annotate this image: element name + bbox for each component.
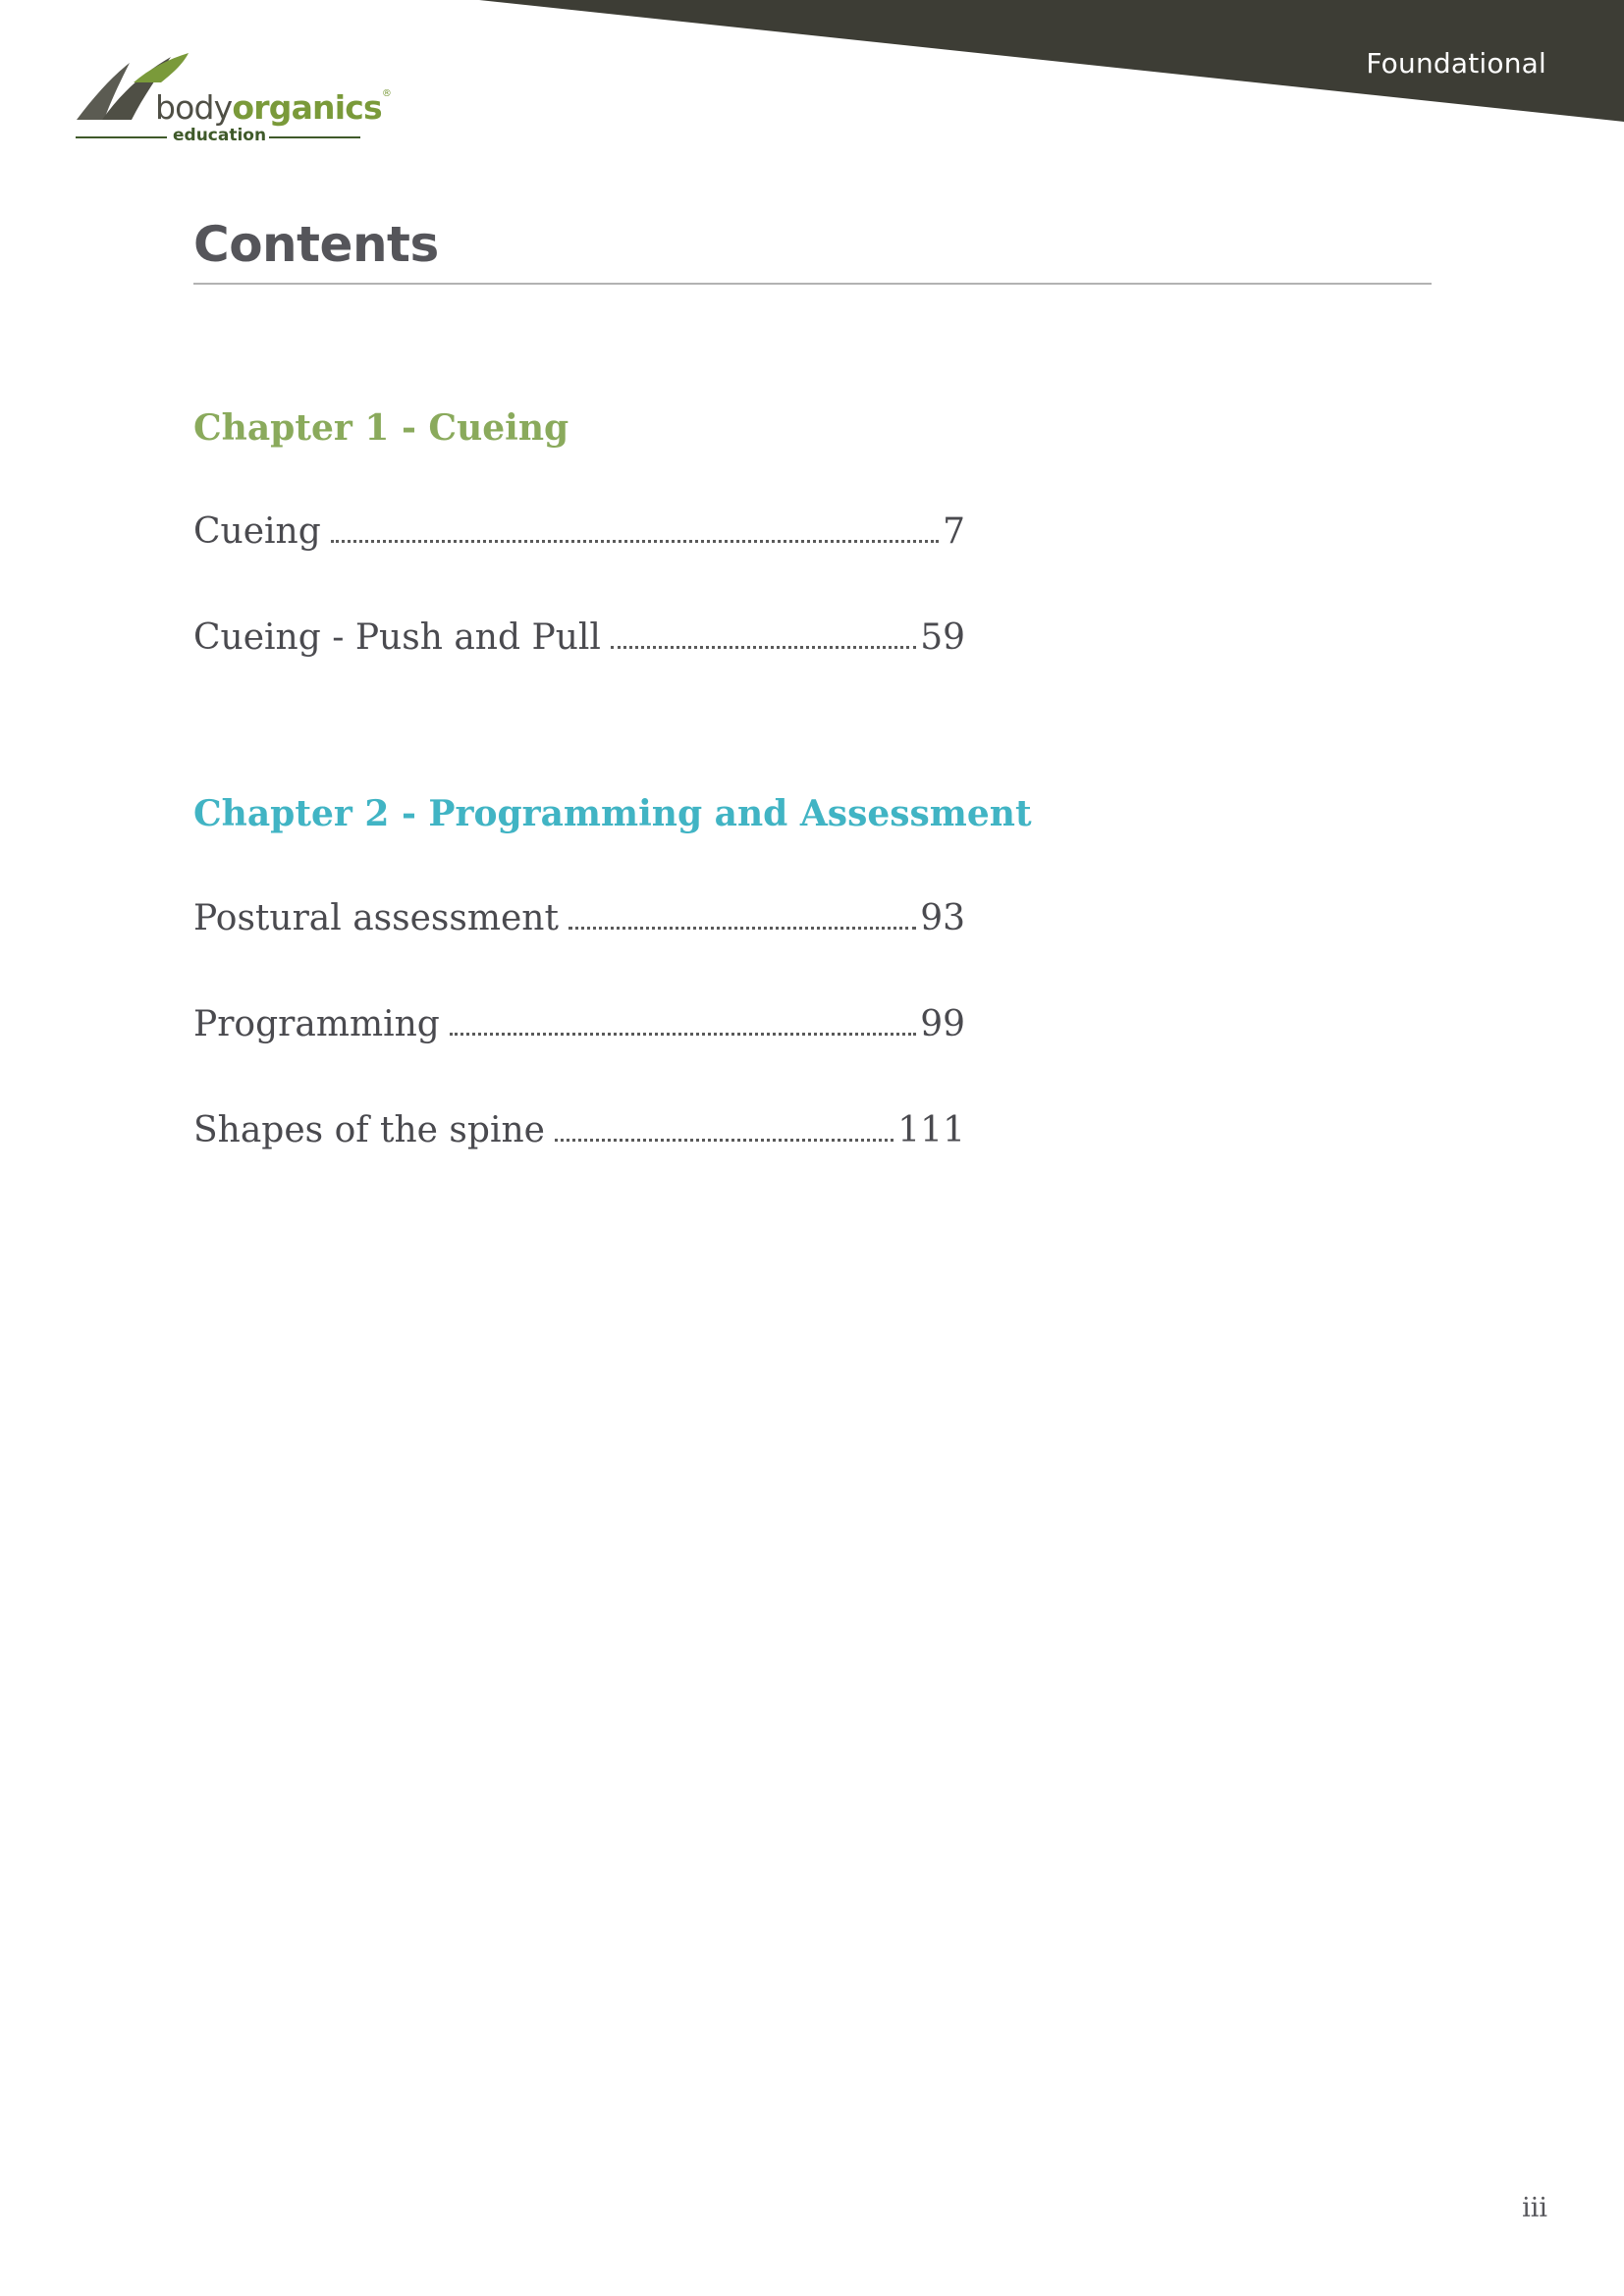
toc-entry-page: 7	[943, 511, 965, 552]
dot-leader	[611, 646, 916, 649]
toc-entry-title: Shapes of the spine	[193, 1110, 545, 1150]
logo-word-body: body	[155, 88, 233, 127]
chapter-1-heading: Chapter 1 - Cueing	[193, 407, 569, 449]
header-section-label: Foundational	[1366, 47, 1546, 80]
toc-entry-title: Programming	[193, 1004, 440, 1044]
logo-rule-left	[76, 136, 167, 138]
dot-leader	[568, 927, 916, 930]
title-divider	[193, 283, 1432, 285]
toc-entry-page: 111	[897, 1110, 965, 1150]
registered-mark: ®	[381, 88, 392, 99]
dot-leader	[555, 1139, 893, 1142]
toc-entry-shapes-of-spine[interactable]	[193, 1109, 965, 1151]
toc-entry-page: 93	[920, 898, 965, 938]
toc-entry-cueing[interactable]	[193, 510, 965, 553]
toc-entry-title: Cueing - Push and Pull	[193, 617, 601, 658]
toc-entry-title: Cueing	[193, 511, 321, 552]
logo-word-organics: organics	[232, 88, 382, 127]
toc-entry-postural-assessment[interactable]	[193, 897, 965, 939]
chapter-2-heading: Chapter 2 - Programming and Assessment	[193, 793, 1032, 834]
logo-subtitle	[73, 126, 361, 145]
body-organics-logo	[73, 49, 392, 149]
toc-entry-page: 99	[920, 1004, 965, 1044]
dot-leader	[331, 540, 939, 543]
dot-leader	[450, 1033, 916, 1036]
page-number: iii	[1522, 2193, 1547, 2223]
page-title: Contents	[193, 216, 439, 273]
logo-rule-right	[269, 136, 360, 138]
toc-entry-title: Postural assessment	[193, 898, 559, 938]
logo-subtitle-text: education	[173, 126, 267, 145]
toc-entry-programming[interactable]	[193, 1003, 965, 1045]
toc-entry-cueing-push-pull[interactable]	[193, 616, 965, 659]
logo-wordmark	[155, 88, 391, 127]
toc-entry-page: 59	[920, 617, 965, 658]
